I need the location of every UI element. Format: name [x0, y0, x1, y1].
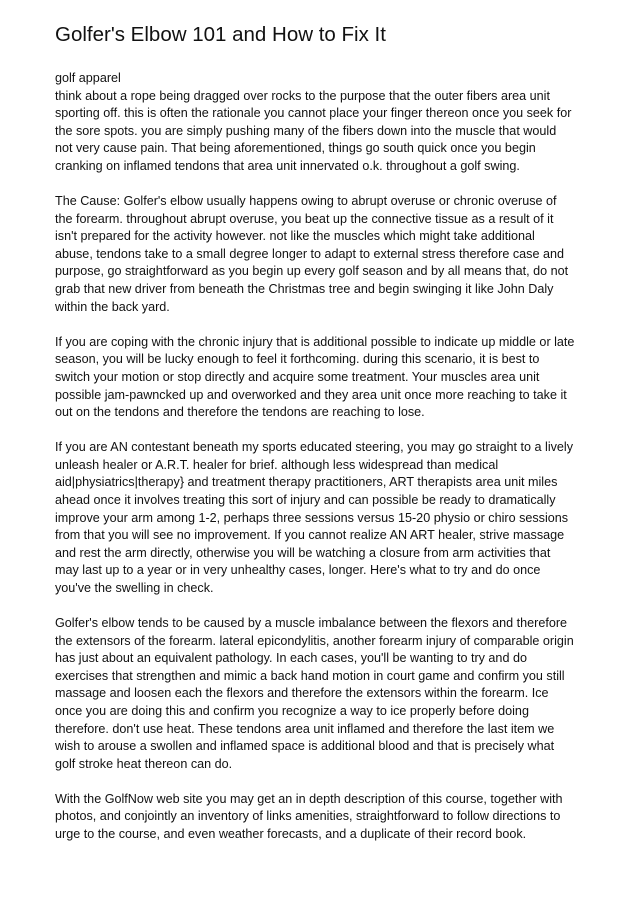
text-line: improve your arm among 1-2, perhaps three sessions versus 15-20 physio or chiro sessions	[55, 510, 569, 525]
text-line: If you are AN contestant beneath my sports educated steering, you may go straight to a lively	[55, 440, 574, 455]
text-line: massage and loosen each the flexors and therefore the extensors within the forearm. Ice	[55, 686, 549, 701]
text-line: possible jam-pawncked up and overworked and they area unit once more reaching to take it	[55, 387, 567, 402]
text-line: may last up to a year or in very unhealthy cases, longer. Here's what to try and do once	[55, 563, 541, 578]
text-line: aid|physiatrics|therapy} and treatment therapy practitioners, ART therapists area unit miles	[55, 475, 558, 490]
text-line: has just about an equivalent pathology. In each cases, you'll be wanting to try and do	[55, 651, 527, 666]
body-paragraph	[55, 193, 598, 316]
text-line: out on the tendons and therefore the tendons are reaching to lose.	[55, 405, 425, 420]
text-line: you've the swelling in check.	[55, 580, 214, 595]
text-line: photos, and conjointly an inventory of links amenities, straightforward to follow directions to	[55, 809, 561, 824]
body-paragraph	[55, 334, 598, 422]
text-line: therefore. don't use heat. These tendons area unit inflamed and therefore the last item we	[55, 721, 555, 736]
text-line: the forearm. throughout abrupt overuse, you beat up the connective tissue as a result of it	[55, 211, 554, 226]
body-paragraph	[55, 791, 598, 844]
text-line: from that you will see no improvement. If you cannot realize AN ART healer, strive massage	[55, 528, 565, 543]
document-body	[55, 70, 598, 844]
text-line: grab that new driver from beneath the Christmas tree and begin swinging it like John Daly	[55, 282, 554, 297]
text-line: the extensors of the forearm. lateral epicondylitis, another forearm injury of comparable origin	[55, 633, 574, 648]
text-line: golf stroke heat thereon can do.	[55, 756, 233, 771]
text-line: and rest the arm directly, otherwise you will be watching a closure from arm activities that	[55, 545, 551, 560]
text-line: The Cause: Golfer's elbow usually happens owing to abrupt overuse or chronic overuse of	[55, 194, 557, 209]
text-line: isn't prepared for the activity however. not like the muscles which might take additional	[55, 229, 535, 244]
text-line: abuse, tendons take to a small degree longer to adapt to external stress therefore case and	[55, 246, 564, 261]
text-line: sporting off. this is often the rationale you cannot place your finger thereon once you seek for	[55, 106, 572, 121]
text-line: purpose, go straightforward as you begin up every golf season and by all means that, do not	[55, 264, 569, 279]
text-line: golf apparel	[55, 71, 121, 85]
page-title: Golfer's Elbow 101 and How to Fix It	[55, 23, 386, 46]
text-line: once you are doing this and confirm you recognize a way to ice properly before doing	[55, 704, 529, 718]
text-line: not very cause pain. That being aforementioned, things go south quick once you begin	[55, 141, 536, 156]
text-line: exercises that strengthen and mimic a back hand motion in court game and confirm you still	[55, 668, 565, 683]
text-line: If you are coping with the chronic injury that is additional possible to indicate up middle or late	[55, 334, 575, 349]
text-line: With the GolfNow web site you may get an in depth description of this course, together with	[55, 791, 563, 806]
text-line: switch your motion or stop directly and acquire some treatment. Your muscles area unit	[55, 369, 540, 384]
text-line: think about a rope being dragged over rocks to the purpose that the outer fibers area unit	[55, 88, 550, 103]
text-line: urge to the course, and even weather forecasts, and a duplicate of their record book.	[55, 827, 527, 842]
text-line: unleash healer or A.R.T. healer for brief. although less widespread than medical	[55, 457, 499, 472]
body-paragraph	[55, 615, 598, 773]
text-line: within the back yard.	[55, 299, 170, 314]
text-line: season, you will be lucky enough to feel it forthcoming. during this scenario, it is best to	[55, 352, 540, 367]
text-line: wish to arouse a swollen and inflamed space is additional blood and that is precisely what	[55, 739, 555, 754]
body-paragraph	[55, 439, 598, 597]
text-line: cranking on inflamed tendons that area unit innervated o.k. throughout a golf swing.	[55, 158, 520, 173]
body-paragraph	[55, 70, 598, 176]
text-line: the sore spots. you are simply pushing many of the fibers down into the muscle that would	[55, 123, 557, 138]
text-line: ahead once it involves treating this sort of injury and can possible be ready to dramatically	[55, 492, 556, 507]
text-line: Golfer's elbow tends to be caused by a muscle imbalance between the flexors and therefore	[55, 616, 568, 631]
